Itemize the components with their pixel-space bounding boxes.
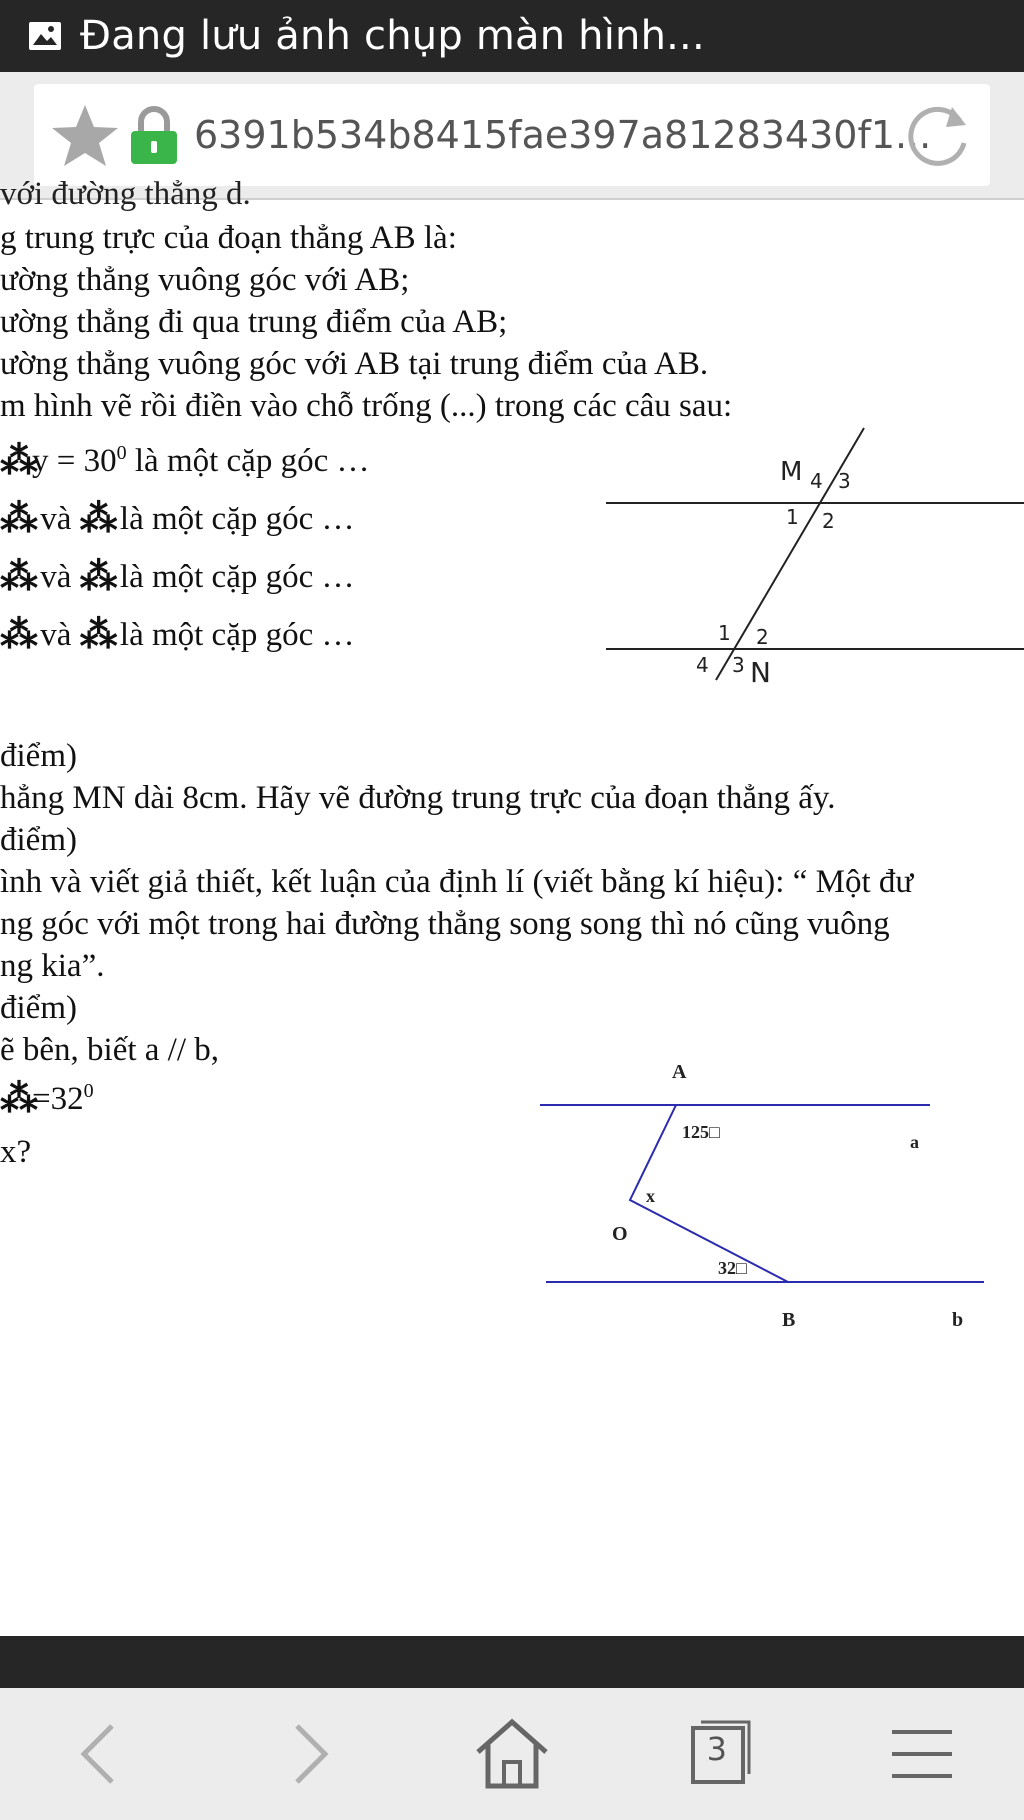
reload-icon[interactable] xyxy=(904,101,972,169)
doc-line: điểm) xyxy=(0,822,77,858)
parallel-lines-diagram xyxy=(600,426,1024,689)
doc-line: ường thẳng đi qua trung điểm của AB; xyxy=(0,304,508,340)
q1-line-c xyxy=(0,558,355,596)
angle-symbol-blot: ⁂ xyxy=(79,498,112,540)
home-icon xyxy=(472,1714,552,1794)
n-angle-2: 2 xyxy=(756,625,769,649)
document-page xyxy=(0,176,1024,1636)
address-bar[interactable] xyxy=(34,84,990,186)
label-a-point: A xyxy=(672,1061,687,1083)
status-text: Đang lưu ảnh chụp màn hình... xyxy=(80,13,705,59)
doc-line: x? xyxy=(0,1134,32,1170)
q1-a-angle: y = 30 xyxy=(32,443,117,479)
label-b-point: B xyxy=(782,1309,796,1331)
q1-d-va: và xyxy=(32,617,80,653)
label-line-b: b xyxy=(952,1309,964,1331)
doc-line: ng góc với một trong hai đường thẳng song song thì nó cũng vuông xyxy=(0,906,890,942)
degree-mark: 0 xyxy=(83,1080,94,1102)
label-x: x xyxy=(646,1186,655,1206)
angle-32-label: 32□ xyxy=(718,1258,747,1278)
angle-symbol-blot: ⁂ xyxy=(79,556,112,598)
doc-line: ường thẳng vuông góc với AB; xyxy=(0,262,410,298)
image-icon xyxy=(28,21,62,51)
q1-line-d xyxy=(0,616,355,654)
label-line-a: a xyxy=(910,1132,919,1152)
doc-line: ẽ bên, biết a // b, xyxy=(0,1032,220,1068)
q1-c-va: và xyxy=(32,559,80,595)
menu-button[interactable] xyxy=(862,1694,982,1814)
q1-a-text: là một cặp góc … xyxy=(126,443,370,479)
bottom-divider xyxy=(0,1636,1024,1688)
doc-line: g trung trực của đoạn thẳng AB là: xyxy=(0,220,457,256)
menu-icon xyxy=(882,1714,962,1794)
q1-line-a xyxy=(0,442,369,480)
angle-symbol-blot: ⁂ xyxy=(0,556,32,598)
angle-symbol-blot: ⁂ xyxy=(0,1078,32,1120)
label-o-point: O xyxy=(612,1223,628,1245)
chevron-right-icon xyxy=(267,1714,347,1794)
m-angle-4: 4 xyxy=(810,469,823,493)
angle-symbol-blot: ⁂ xyxy=(0,614,32,656)
lock-icon[interactable] xyxy=(128,104,180,166)
q1-line-b xyxy=(0,500,355,538)
doc-line: m hình vẽ rồi điền vào chỗ trống (...) trong các câu sau: xyxy=(0,388,733,424)
q1-b-va: và xyxy=(32,501,80,537)
home-button[interactable] xyxy=(452,1694,572,1814)
angle-symbol-blot: ⁂ xyxy=(0,440,32,482)
chevron-left-icon xyxy=(62,1714,142,1794)
q1-c-text: là một cặp góc … xyxy=(111,559,355,595)
doc-line: ng kia”. xyxy=(0,948,105,984)
doc-line: điểm) xyxy=(0,990,77,1026)
angle-125-label: 125□ xyxy=(682,1122,720,1142)
tab-count: 3 xyxy=(706,1730,727,1768)
degree-mark: 0 xyxy=(116,442,127,464)
m-angle-3: 3 xyxy=(838,469,851,493)
angle-symbol-blot: ⁂ xyxy=(0,498,32,540)
m-angle-2: 2 xyxy=(822,509,835,533)
doc-line: hẳng MN dài 8cm. Hãy vẽ đường trung trực của đoạn thẳng ấy. xyxy=(0,780,836,816)
doc-line: điểm) xyxy=(0,738,77,774)
angle-symbol-blot: ⁂ xyxy=(79,614,112,656)
m-angle-1: 1 xyxy=(786,505,799,529)
tabs-button[interactable] xyxy=(657,1694,777,1814)
label-m: M xyxy=(780,457,803,487)
url-text[interactable]: 6391b534b8415fae397a81283430f1... xyxy=(194,113,932,157)
angle-x-diagram xyxy=(530,1040,1010,1340)
q3-given-line xyxy=(0,1080,94,1118)
label-n: N xyxy=(750,656,771,689)
q1-d-text: là một cặp góc … xyxy=(111,617,355,653)
doc-line-cut: với đường thẳng d. xyxy=(0,176,251,212)
n-angle-1: 1 xyxy=(718,621,731,645)
bookmark-star-icon[interactable] xyxy=(50,102,120,168)
browser-nav-bar xyxy=(0,1688,1024,1820)
forward-button[interactable] xyxy=(247,1694,367,1814)
n-angle-3: 3 xyxy=(732,653,745,677)
doc-line: ình và viết giả thiết, kết luận của định lí (viết bằng kí hiệu): “ Một đư xyxy=(0,864,914,900)
status-bar xyxy=(0,0,1024,72)
back-button[interactable] xyxy=(42,1694,162,1814)
q1-b-text: là một cặp góc … xyxy=(111,501,355,537)
n-angle-4: 4 xyxy=(696,653,709,677)
doc-line: ường thẳng vuông góc với AB tại trung điểm của AB. xyxy=(0,346,709,382)
q3-given-value: =32 xyxy=(32,1081,84,1117)
